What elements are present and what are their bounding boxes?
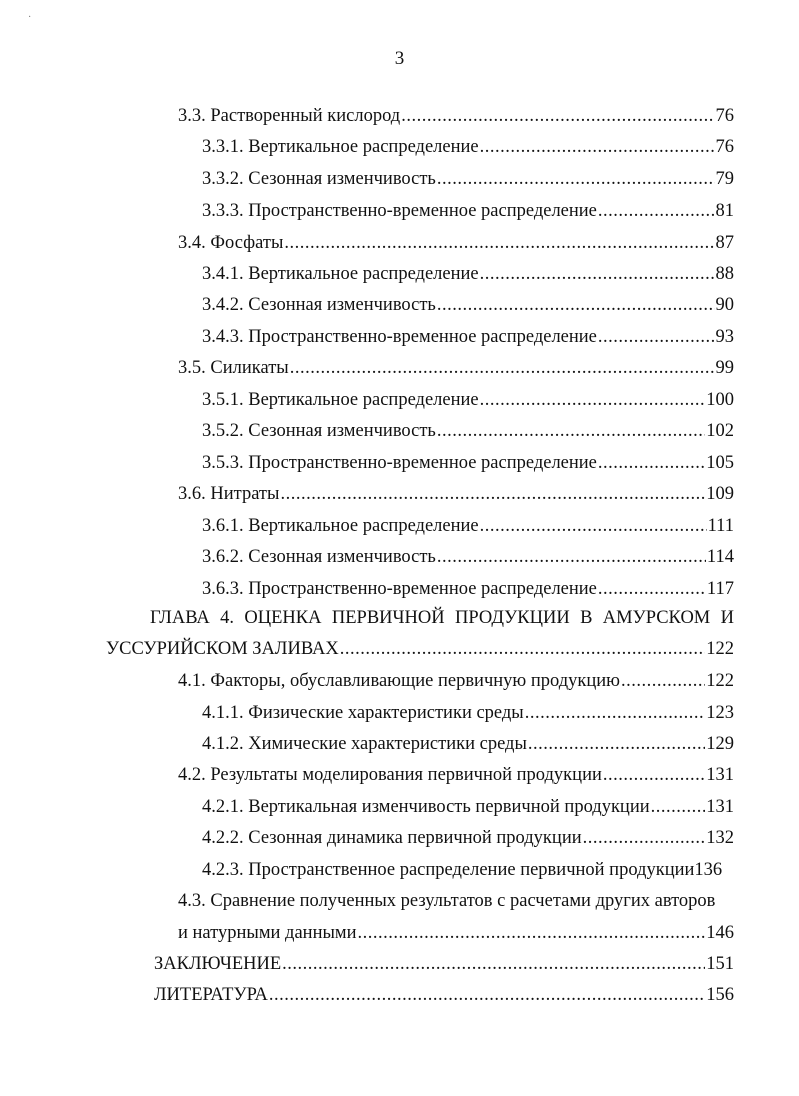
toc-entry-page: 132	[706, 828, 734, 848]
toc-entry[interactable]	[202, 448, 734, 478]
toc-entry-title: 3.3.3. Пространственно-временное распределение	[202, 201, 597, 221]
toc-entry-page: 102	[706, 421, 734, 441]
toc-entry[interactable]	[202, 416, 734, 446]
leader-dots	[480, 259, 715, 289]
toc-entry-title: ЗАКЛЮЧЕНИЕ	[154, 954, 282, 974]
leader-dots	[280, 479, 705, 509]
chapter-4-heading-line1[interactable]: ГЛАВА 4. ОЦЕНКА ПЕРВИЧНОЙ ПРОДУКЦИИ В АМУРСКОМ И	[150, 608, 734, 628]
leader-dots	[437, 164, 715, 194]
toc-entry-title: 3.6.2. Сезонная изменчивость	[202, 547, 436, 567]
toc-entry-page: 76	[715, 137, 734, 157]
leader-dots	[282, 949, 705, 979]
toc-entry-title: 3.3. Растворенный кислород	[178, 106, 401, 126]
toc-entry-page: 93	[715, 327, 734, 347]
toc-entry-literature[interactable]	[154, 980, 734, 1010]
toc-entry-title: 3.6. Нитраты	[178, 484, 280, 504]
toc-entry[interactable]	[202, 132, 734, 162]
toc-entry-title: УССУРИЙСКОМ ЗАЛИВАХ	[106, 639, 339, 659]
leader-dots	[528, 729, 705, 759]
toc-entry-title: 3.5.2. Сезонная изменчивость	[202, 421, 436, 441]
toc-entry-title: 3.6.3. Пространственно-временное распределение	[202, 579, 597, 599]
toc-entry-page: 151	[706, 954, 734, 974]
toc-entry[interactable]	[202, 385, 734, 415]
toc-entry-title: 4.1. Факторы, обуславливающие первичную продукцию	[178, 671, 620, 691]
toc-entry-title: и натурными данными	[178, 923, 357, 943]
leader-dots	[340, 634, 706, 664]
toc-entry[interactable]	[178, 760, 734, 790]
toc-entry[interactable]	[202, 698, 734, 728]
toc-entry-page: 122	[706, 671, 734, 691]
toc-entry[interactable]	[202, 511, 734, 541]
toc-entry-page: 111	[707, 516, 734, 536]
toc-entry[interactable]	[202, 823, 734, 853]
leader-dots	[290, 353, 715, 383]
toc-entry-title: 4.2.1. Вертикальная изменчивость первичной продукции	[202, 797, 650, 817]
toc-entry[interactable]	[178, 353, 734, 383]
leader-dots	[401, 101, 714, 131]
toc-entry-title: 3.5. Силикаты	[178, 358, 289, 378]
toc-entry[interactable]	[202, 574, 734, 604]
toc-entry-title: 3.5.1. Вертикальное распределение	[202, 390, 479, 410]
toc-entry-title: 3.4.1. Вертикальное распределение	[202, 264, 479, 284]
toc-entry-page: 105	[706, 453, 734, 473]
toc-entry-title: 4.2. Результаты моделирования первичной продукции	[178, 765, 602, 785]
toc-entry[interactable]	[202, 322, 734, 352]
leader-dots	[358, 918, 706, 948]
toc-entry[interactable]	[202, 855, 734, 885]
toc-entry-page: 81	[715, 201, 734, 221]
toc-entry-chapter-4[interactable]	[106, 634, 734, 664]
leader-dots	[651, 792, 706, 822]
toc-entry-title: 3.3.2. Сезонная изменчивость	[202, 169, 436, 189]
toc-entry-page: 88	[715, 264, 734, 284]
page-number: 3	[394, 48, 405, 69]
leader-dots	[284, 228, 714, 258]
leader-dots	[598, 196, 715, 226]
toc-entry[interactable]	[202, 196, 734, 226]
toc-entry-page: 114	[706, 547, 734, 567]
scan-speck: ·	[28, 12, 32, 23]
toc-entry-title: 4.2.2. Сезонная динамика первичной продукции	[202, 828, 582, 848]
toc-entry-conclusion[interactable]	[154, 949, 734, 979]
toc-entry-page: 76	[715, 106, 734, 126]
toc-entry[interactable]	[202, 164, 734, 194]
toc-entry-page: 146	[706, 923, 734, 943]
toc-entry[interactable]	[178, 479, 734, 509]
toc-entry-page: 100	[706, 390, 734, 410]
toc-entry-page: 79	[715, 169, 734, 189]
toc-entry[interactable]	[202, 290, 734, 320]
toc-entry-page: 109	[706, 484, 734, 504]
leader-dots	[598, 574, 706, 604]
leader-dots	[621, 666, 705, 696]
leader-dots	[437, 416, 705, 446]
toc-entry-title: 3.4. Фосфаты	[178, 233, 284, 253]
leader-dots	[583, 823, 706, 853]
toc-entry-page: 117	[706, 579, 734, 599]
toc-entry-page: 87	[715, 233, 734, 253]
toc-entry-page: 99	[715, 358, 734, 378]
leader-dots	[269, 980, 705, 1010]
toc-entry-title: 4.1.2. Химические характеристики среды	[202, 734, 527, 754]
section-4-3-line1[interactable]: 4.3. Сравнение полученных результатов с расчетами других авторов	[178, 891, 716, 911]
toc-entry-page: 156	[706, 985, 734, 1005]
leader-dots	[480, 385, 706, 415]
toc-entry-page: 131	[706, 797, 734, 817]
toc-entry[interactable]	[178, 666, 734, 696]
toc-entry-page: 122	[706, 639, 734, 659]
toc-entry-title: ЛИТЕРАТУРА	[154, 985, 268, 1005]
leader-dots	[598, 448, 705, 478]
leader-dots	[603, 760, 705, 790]
leader-dots	[525, 698, 706, 728]
toc-entry-page: 123	[706, 703, 734, 723]
toc-entry[interactable]	[202, 729, 734, 759]
toc-entry-title: 3.5.3. Пространственно-временное распределение	[202, 453, 597, 473]
toc-entry[interactable]	[178, 101, 734, 131]
leader-dots	[437, 290, 715, 320]
toc-entry-page: 136	[694, 860, 723, 880]
leader-dots	[598, 322, 715, 352]
toc-entry-title: 3.3.1. Вертикальное распределение	[202, 137, 479, 157]
toc-entry[interactable]	[178, 228, 734, 258]
toc-entry-page: 90	[715, 295, 734, 315]
leader-dots	[480, 511, 707, 541]
toc-entry-title: 4.2.3. Пространственное распределение первичной продукции	[202, 860, 695, 880]
toc-entry[interactable]	[202, 542, 734, 572]
toc-entry-title: 4.1.1. Физические характеристики среды	[202, 703, 524, 723]
leader-dots	[480, 132, 715, 162]
toc-entry-title: 3.6.1. Вертикальное распределение	[202, 516, 479, 536]
leader-dots	[437, 542, 706, 572]
toc-entry-page: 131	[706, 765, 734, 785]
toc-entry[interactable]	[202, 259, 734, 289]
toc-entry[interactable]	[202, 792, 734, 822]
toc-entry-title: 3.4.2. Сезонная изменчивость	[202, 295, 436, 315]
toc-entry-page: 129	[706, 734, 734, 754]
toc-entry-title: 3.4.3. Пространственно-временное распределение	[202, 327, 597, 347]
toc-entry-section-4-3[interactable]	[178, 918, 734, 948]
